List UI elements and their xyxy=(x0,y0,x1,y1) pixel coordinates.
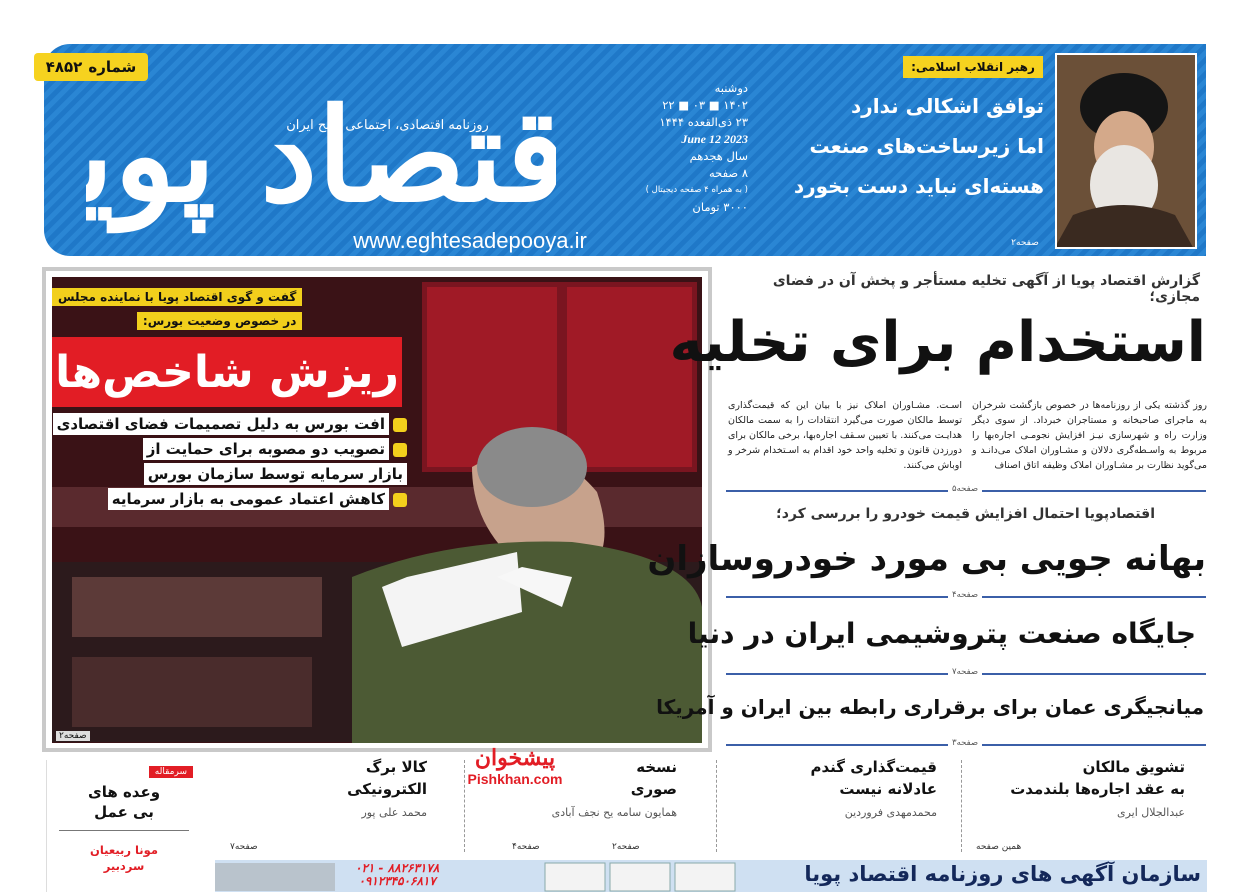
year-label: سال هجدهم xyxy=(689,149,748,163)
story4-page-ref: صفحه۳ xyxy=(948,738,982,748)
note-title-line: الکترونیکی xyxy=(347,780,427,798)
divider xyxy=(59,830,189,831)
lead-column-1: روز گذشته یکی از روزنامه‌ها در خصوص بازگشت شرخران به ماجرای صاحبخانه و مستاجران خبرداد. از سوی دیگر وزارت راه و شهرسازی نیـز افزایش نجومـی اجاره‌بها را مربوط به واسـطه‌گری دلالان و مشـاوران املاک می‌دانـد و می‌گوید نظارت بر مشـاوران املاک وظیفه اتاق اصناف xyxy=(972,400,1207,471)
story2-page-ref: صفحه۴ xyxy=(948,590,982,600)
note-title-line: تشویق مالکان xyxy=(1082,758,1185,776)
website-link[interactable]: www.eghtesadepooya.ir xyxy=(353,228,587,253)
feature-title[interactable]: ریزش شاخص‌ها xyxy=(52,337,402,407)
logo-wordmark-text: قتصاد پو xyxy=(113,81,556,231)
divider xyxy=(716,760,717,852)
note-title-line: عادلانه نیست xyxy=(839,780,937,798)
lead-column-2: اسـت. مشـاوران املاک نیز با بیان این که قیمت‌گذاری توسط مالکان صورت می‌گیرد انتقادات را به سمت مالکان هدایـت می‌کنند. با تعیین سـقف اجاره‌بها، برخی مالکان برای دورزدن قانون و تخلیه واحد خود اقدام به اسـتخدام شرخر و اوباش می‌کنند. xyxy=(728,400,962,471)
note-author: همایون سامه یح نجف آبادی xyxy=(551,806,677,819)
leader-headline-line: هسته‌ای نباید دست بخورد xyxy=(793,174,1044,198)
ad-phone: ۰۲۱ - ۸۸۲۶۳۱۷۸ xyxy=(355,861,440,875)
story3-title[interactable]: جایگاه صنعت پتروشیمی ایران در دنیا xyxy=(687,617,1196,650)
story3-page-ref: صفحه۷ xyxy=(948,667,982,677)
price: ۳۰۰۰ تومان xyxy=(692,200,748,214)
note-title-line: به عقد اجاره‌ها بلندمدت xyxy=(1010,780,1185,798)
watermark-en: Pishkhan.com xyxy=(467,771,563,787)
lead-title[interactable]: استخدام برای تخلیه xyxy=(669,310,1206,375)
note-title-line: کالا برگ xyxy=(365,758,427,776)
editorial-box[interactable] xyxy=(46,760,199,892)
bullet-text: بازار سرمایه توسط سازمان بورس xyxy=(144,463,407,485)
digital-note: ( به همراه ۴ صفحه دیجیتال ) xyxy=(645,185,748,195)
story4-title[interactable]: میانجیگری عمان برای برقراری رابطه بین ایران و آمریکا xyxy=(656,695,1204,719)
lead-kicker: گزارش اقتصاد پویا از آگهی تخلیه مستأجر و پخش آن در فضای مجازی؛ xyxy=(772,273,1200,305)
story2-title[interactable]: بهانه جویی بی مورد خودروسازان xyxy=(647,539,1206,579)
bullet-text: تصویب دو مصوبه برای حمایت از xyxy=(143,438,389,460)
feature-kicker-line: در خصوص وضعیت بورس: xyxy=(137,312,302,330)
bullet-dot-icon xyxy=(393,443,407,457)
note-author: عبدالجلال ایری xyxy=(1116,806,1185,819)
editorial-tag: سرمقاله xyxy=(149,766,193,778)
bullet-item xyxy=(52,439,407,458)
leader-headline-line: توافق اشکالی ندارد xyxy=(850,94,1044,118)
editorial-title-line: وعده های xyxy=(87,783,161,801)
pishkhan-watermark xyxy=(440,745,590,787)
persian-date: ۱۴۰۲ ■ ۰۳ ■ ۲۲ xyxy=(662,98,748,112)
bullet-dot-icon xyxy=(393,418,407,432)
feature-page-ref: صفحه۲ xyxy=(56,731,90,741)
note-item[interactable] xyxy=(970,756,1185,856)
ad-phones xyxy=(355,862,439,888)
note-page-ref: صفحه۲ xyxy=(612,842,640,852)
feature-kicker-line: گفت و گوی اقتصاد پویا با نماینده مجلس xyxy=(52,288,302,306)
feature-kicker xyxy=(52,286,302,334)
editorial-title xyxy=(49,782,199,822)
hijri-date: ۲۳ ذی‌القعده ۱۴۴۴ xyxy=(659,115,748,129)
bullet-item xyxy=(52,489,407,508)
watermark-fa: پیشخوان xyxy=(474,745,556,771)
page-count: ۸ صفحه xyxy=(708,166,748,180)
editorial-author-line: سردبیر xyxy=(103,859,145,873)
note-author: محمدمهدی فروردین xyxy=(844,806,937,819)
story2-kicker: اقتصادپویا احتمال افزایش قیمت خودرو را بررسی کرد؛ xyxy=(776,506,1155,522)
ad-banner[interactable] xyxy=(215,860,1207,892)
note-author: محمد علی پور xyxy=(361,806,427,819)
tagline: روزنامه اقتصادی، اجتماعی صبح ایران xyxy=(286,118,489,133)
note-title-line: صوری xyxy=(630,780,677,798)
leader-headline-line: اما زیرساخت‌های صنعت xyxy=(809,134,1044,158)
bullet-item xyxy=(52,414,407,433)
ad-phone: ۰۹۱۲۳۴۵۰۶۸۱۷ xyxy=(358,874,436,888)
date-block xyxy=(618,80,748,216)
logo-wordmark-icon xyxy=(86,50,556,240)
bullet-dot-icon xyxy=(393,493,407,507)
leader-portrait-photo[interactable] xyxy=(1055,53,1197,249)
divider xyxy=(961,760,962,852)
feature-bullets xyxy=(52,414,407,514)
leader-label: رهبر انقلاب اسلامی: xyxy=(903,56,1043,78)
ad-text: سازمان آگهی های روزنامه اقتصاد پویا xyxy=(804,862,1201,886)
note-page-ref: صفحه۴ xyxy=(512,842,540,852)
leader-headline[interactable] xyxy=(760,86,1044,206)
note-page-ref: همین صفحه xyxy=(976,842,1022,852)
gregorian-date: 2023 June 12 xyxy=(681,132,748,146)
note-title-line: نسخه xyxy=(636,758,677,776)
notes-strip xyxy=(215,756,1207,856)
bullet-text: افت بورس به دلیل تصمیمات فضای اقتصادی xyxy=(53,413,389,435)
editorial-title-line: بی عمل xyxy=(94,803,154,821)
issue-label: شماره xyxy=(88,58,137,76)
note-page-ref: صفحه۷ xyxy=(230,842,258,852)
bullet-item xyxy=(52,464,407,483)
leader-page-ref: صفحه۲ xyxy=(1011,238,1039,248)
newspaper-logo[interactable] xyxy=(86,50,556,240)
note-item[interactable] xyxy=(222,756,427,856)
editorial-author xyxy=(49,842,199,874)
lead-page-ref: صفحه۵ xyxy=(948,484,982,494)
portrait-icon xyxy=(1055,55,1195,249)
issue-number: ۴۸۵۲ xyxy=(45,58,83,76)
weekday: دوشنبه xyxy=(714,81,748,95)
editorial-author-line: مونا ربیعیان xyxy=(90,843,158,857)
bullet-text: کاهش اعتماد عمومی به بازار سرمایه xyxy=(108,488,389,510)
note-title-line: قیمت‌گذاری گندم xyxy=(810,758,937,776)
